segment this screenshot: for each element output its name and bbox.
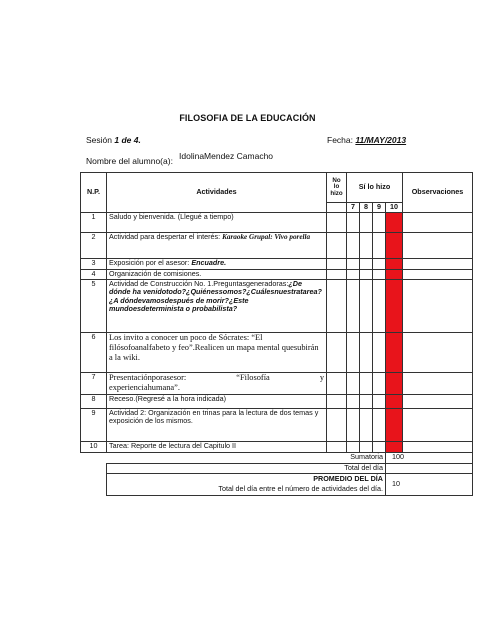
promedio-cell — [107, 474, 386, 496]
row-np: 9 — [81, 409, 107, 442]
sumatoria-label: Sumatoria — [107, 453, 386, 464]
check-mark — [386, 259, 403, 270]
check-mark — [386, 333, 403, 373]
row-np: 1 — [81, 213, 107, 233]
row-activity: Actividad de Construcción No. 1.Preguntasgeneradoras:¿De dónde ha venidotodo?¿Quiénessomos?¿Cuálesnuestratarea?¿A dóndevamosdespués de morir?¿Este mundoesdeterminista o probabilista? — [107, 280, 327, 333]
student-label: Nombre del alumno(a): — [86, 156, 173, 166]
row-activity: Presentaciónporasesor: “Filosofía y experienciahumana”. — [107, 373, 327, 395]
table-row — [81, 373, 473, 395]
check-mark — [386, 373, 403, 395]
session-value: 1 de 4. — [114, 135, 141, 145]
table-row — [81, 409, 473, 442]
row-activity: Actividad 2: Organización en trinas para la lectura de dos temas y exposición de los mismos. — [107, 409, 327, 442]
document-title: FILOSOFIA DE LA EDUCACIÓN — [179, 113, 316, 123]
table-row — [81, 233, 473, 259]
check-mark — [386, 442, 403, 453]
promedio-label: PROMEDIO DEL DÍA — [313, 474, 383, 483]
activities-table — [80, 172, 473, 496]
table-row — [81, 395, 473, 409]
sumatoria-row — [81, 453, 473, 464]
check-mark — [386, 395, 403, 409]
row-np: 8 — [81, 395, 107, 409]
row-activity: Organización de comisiones. — [107, 270, 327, 280]
check-mark — [386, 213, 403, 233]
row-np: 7 — [81, 373, 107, 395]
score-7: 7 — [347, 203, 360, 213]
row-np: 10 — [81, 442, 107, 453]
row-activity: Saludo y bienvenida. (Llegué a tiempo) — [107, 213, 327, 233]
header-no-lo-hizo: No lo hizo — [327, 173, 347, 203]
score-9: 9 — [373, 203, 386, 213]
total-label: Total del día — [107, 464, 386, 474]
row-activity: Actividad para despertar el interés: Karaoke Grupal: Vivo porella — [107, 233, 327, 259]
check-mark — [386, 409, 403, 442]
table-header-row — [81, 173, 473, 203]
header-np: N.P. — [81, 173, 107, 213]
row-activity: Tarea: Reporte de lectura del Capitulo II — [107, 442, 327, 453]
row-activity: Los invito a conocer un poco de Sócrates: “El filósofoanalfabeto y feo”.Realicen un mapa mental quesubirán a la wiki. — [107, 333, 327, 373]
row-activity: Exposición por el asesor: Encuadre. — [107, 259, 327, 270]
sumatoria-value: 100 — [386, 453, 473, 464]
row-np: 2 — [81, 233, 107, 259]
date-label: Fecha: — [327, 135, 353, 145]
session-line — [86, 135, 141, 145]
student-name: IdolinaMendez Camacho — [179, 151, 274, 161]
row-activity: Receso.(Regresé a la hora indicada) — [107, 395, 327, 409]
table-row — [81, 259, 473, 270]
row-np: 6 — [81, 333, 107, 373]
total-row — [81, 464, 473, 474]
table-row — [81, 280, 473, 333]
table-row — [81, 213, 473, 233]
check-mark — [386, 270, 403, 280]
header-observaciones: Observaciones — [403, 173, 473, 213]
score-10: 10 — [386, 203, 403, 213]
table-row — [81, 270, 473, 280]
promedio-sub: Total del día entre el número de actividades del día. — [218, 483, 383, 493]
check-mark — [386, 233, 403, 259]
score-blank — [327, 203, 347, 213]
check-mark — [386, 280, 403, 333]
table-row — [81, 442, 473, 453]
row-np: 5 — [81, 280, 107, 333]
header-si-lo-hizo: Sí lo hizo — [347, 173, 403, 203]
promedio-value: 10 — [386, 474, 473, 496]
date-line — [327, 135, 406, 145]
score-8: 8 — [360, 203, 373, 213]
row-np: 4 — [81, 270, 107, 280]
header-actividades: Actividades — [107, 173, 327, 213]
date-value: 11/MAY/2013 — [355, 135, 407, 145]
row-np: 3 — [81, 259, 107, 270]
promedio-row — [81, 474, 473, 496]
session-label: Sesión — [86, 135, 112, 145]
table-row — [81, 333, 473, 373]
